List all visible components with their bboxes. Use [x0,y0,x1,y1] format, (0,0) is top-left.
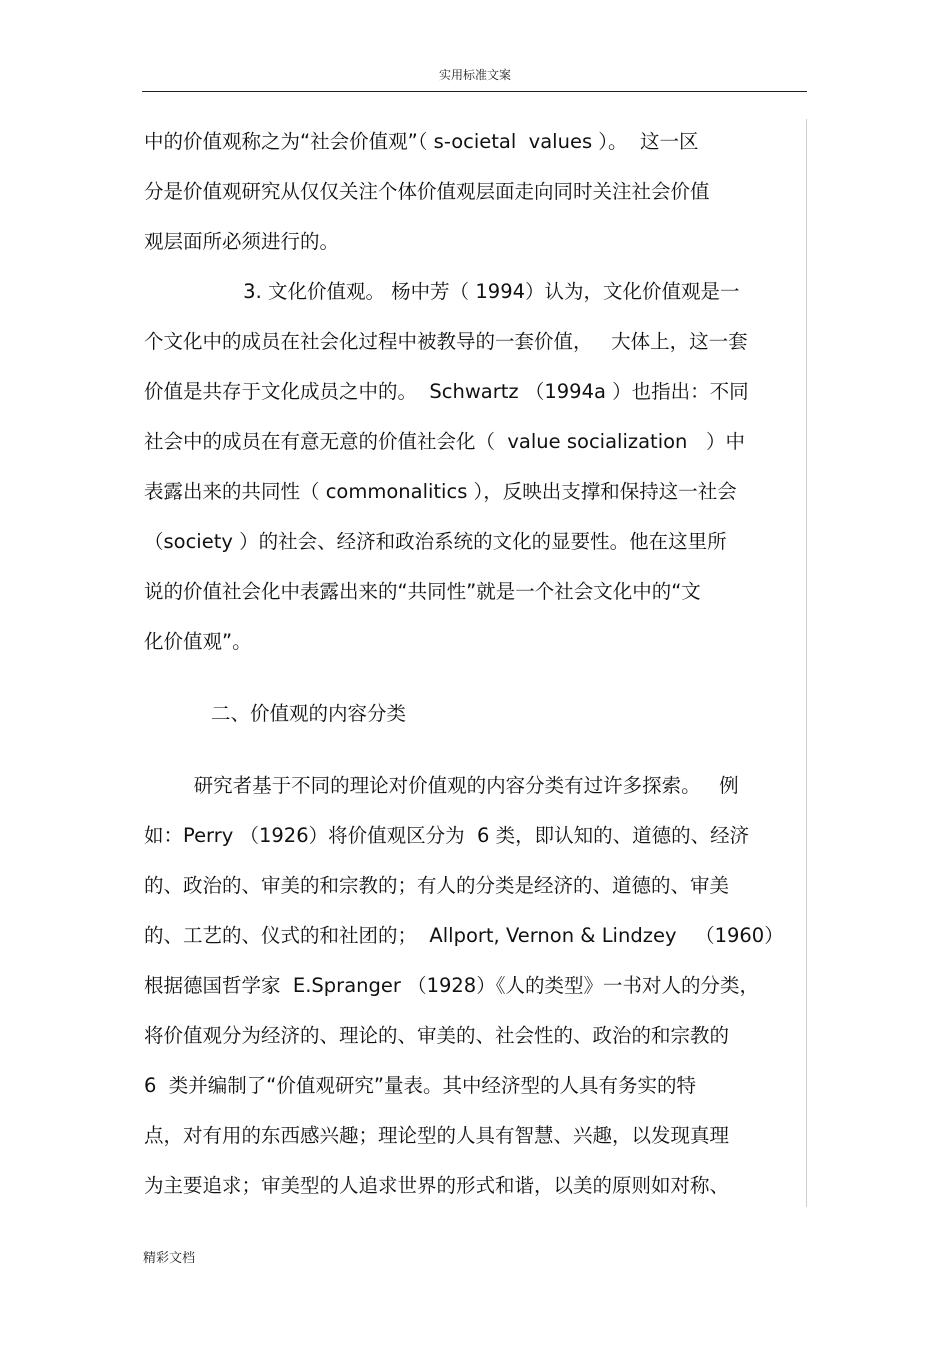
section-heading: 二、价值观的内容分类 [211,702,407,725]
text-line: 根据德国哲学家 E.Spranger （1928）《人的类型》一书对人的分类， [144,974,759,997]
text-line: 化价值观”。 [144,630,252,653]
text-line: 说的价值社会化中表露出来的“共同性”就是一个社会文化中的“文 [144,580,701,603]
page-header: 实用标准文案 [438,68,511,82]
text-line: 3. 文化价值观。 杨中芳（ 1994）认为，文化价值观是一 [144,280,740,303]
text-line: 个文化中的成员在社会化过程中被教导的一套价值， 大体上，这一套 [144,330,748,353]
text-line: 如：Perry （1926）将价值观区分为 6 类，即认知的、道德的、经济 [144,824,750,847]
text-line: 分是价值观研究从仅仅关注个体价值观层面走向同时关注社会价值 [144,180,710,203]
text-line: 中的价值观称之为“社会价值观”（ s-ocietal values ）。 这一区 [144,130,699,153]
margin-line [806,119,807,1207]
text-line: 表露出来的共同性（ commonalitics ），反映出支撑和保持这一社会 [144,480,737,503]
header-rule [142,91,807,92]
text-line: 的、工艺的、仪式的和社团的； Allport, Vernon & Lindzey （1960） [144,924,784,947]
text-line: （society ）的社会、经济和政治系统的文化的显要性。他在这里所 [144,530,727,553]
text-line: 观层面所必须进行的。 [144,230,340,253]
document-body [144,117,806,1211]
text-line: 的、政治的、审美的和宗教的；有人的分类是经济的、道德的、审美 [144,874,730,897]
text-line: 为主要追求；审美型的人追求世界的形式和谐，以美的原则如对称、 [144,1174,730,1197]
page-footer: 精彩文档 [143,1251,196,1266]
text-line: 将价值观分为经济的、理论的、审美的、社会性的、政治的和宗教的 [144,1024,730,1047]
text-line: 6 类并编制了“价值观研究”量表。其中经济型的人具有务实的特 [144,1074,697,1097]
text-line: 点，对有用的东西感兴趣；理论型的人具有智慧、兴趣，以发现真理 [144,1124,730,1147]
text-line: 研究者基于不同的理论对价值观的内容分类有过许多探索。 例 [144,774,739,797]
text-line: 价值是共存于文化成员之中的。 Schwartz （1994a ）也指出：不同 [144,380,749,403]
text-line: 社会中的成员在有意无意的价值社会化（ value socialization ）中 [144,430,746,453]
